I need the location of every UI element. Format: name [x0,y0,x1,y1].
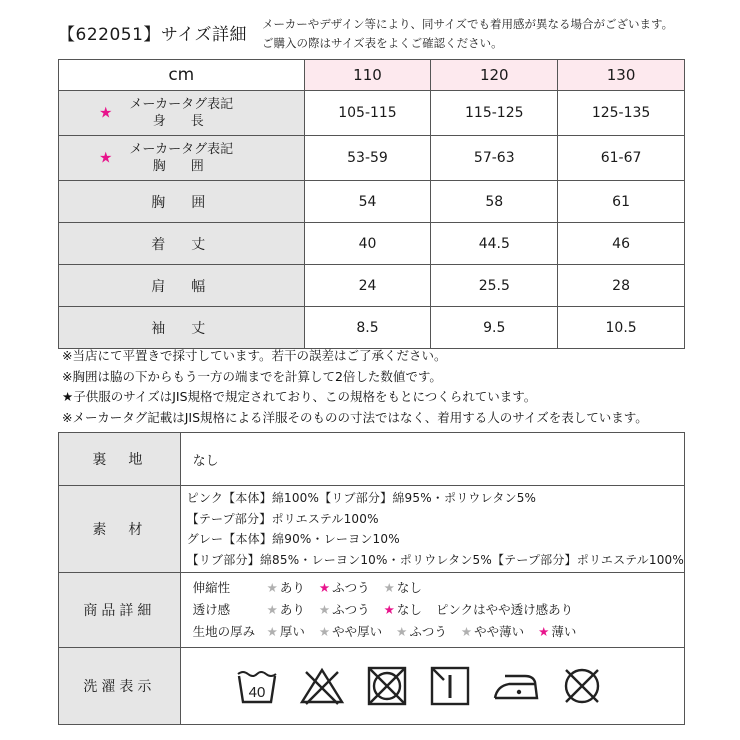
cell-value: 8.5 [304,307,431,349]
row-label-lining: 裏 地 [59,433,181,486]
star-icon: ★ [99,103,113,122]
note-line: ※当店にて平置きで採寸しています。若干の誤差はご了承ください。 [62,348,447,363]
option-label: なし [396,602,422,617]
page-title: 【622051】サイズ詳細 [58,25,248,45]
row-label-tag-height [59,91,305,136]
table-row [59,648,685,725]
cell-value: 28 [558,265,685,307]
iron-low-icon [491,664,541,708]
tag-label: メーカータグ表記 [129,97,234,112]
size-header-120: 120 [431,60,558,91]
option-item [384,580,422,595]
svg-text:40: 40 [248,684,265,701]
wash-40-icon [235,664,279,708]
size-table [58,59,685,349]
cell-value: 24 [304,265,431,307]
option-label: あり [279,580,305,595]
option-item [319,624,382,639]
cell-value: 25.5 [431,265,558,307]
detail-table [58,432,685,725]
star-icon: ★ [318,602,331,617]
no-dry-clean-icon [560,664,604,708]
size-header-130: 130 [558,60,685,91]
row-label: 着 丈 [59,223,305,265]
no-bleach-icon [298,664,346,708]
star-icon: ★ [383,580,395,595]
option-label: 薄い [551,624,577,639]
row-label-material: 素 材 [59,486,181,573]
cell-value: 40 [304,223,431,265]
option-item [319,602,370,617]
material-value [180,486,684,573]
material-line: 【テープ部分】ポリエステル100% [186,511,379,526]
material-line: 【リブ部分】綿85%・レーヨン10%・ポリウレタン5%【テープ部分】ポリエステル100% [186,552,684,567]
line-dry-shade-icon [428,664,472,708]
option-label: 厚い [279,624,305,639]
star-icon: ★ [460,624,473,639]
cell-value: 44.5 [431,223,558,265]
material-line: グレー【本体】綿90%・レーヨン10% [186,532,400,546]
option-extra-note: ピンクはやや透け感あり [435,602,574,617]
wash-icons [180,648,684,725]
table-row [59,486,685,573]
option-item [396,624,447,639]
row-label: 身 長 [152,114,210,129]
star-icon: ★ [383,602,395,617]
option-label: ふつう [332,602,370,617]
cell-value: 105-115 [304,91,431,136]
star-icon: ★ [396,624,408,639]
header-note-line: ご購入の際はサイズ表をよくご確認ください。 [262,36,503,50]
product-detail-name: 透け感 [192,602,231,617]
option-label: やや薄い [474,624,525,639]
header-note-line: メーカーやデザイン等により、同サイズでも着用感が異なる場合がございます。 [262,17,674,31]
table-row [59,91,685,136]
product-detail-options [267,622,684,642]
option-label: なし [396,580,422,595]
product-detail-options [267,578,684,598]
cell-value: 115-125 [431,91,558,136]
lining-value: なし [180,433,684,486]
cell-value: 10.5 [558,307,685,349]
cell-value: 9.5 [431,307,558,349]
cell-value: 125-135 [558,91,685,136]
note-line: ※メーカータグ記載はJIS規格による洋服そのものの寸法ではなく、着用する人のサイズを表しています。 [62,409,648,425]
no-tumble-dry-icon [365,664,409,708]
unit-cell: cm [59,60,305,91]
note-line: ※胸囲は脇の下からもう一方の端までを計算して2倍した数値です。 [62,368,442,384]
option-item [267,624,305,639]
cell-value: 61 [558,181,685,223]
row-label-tag-chest [59,136,305,181]
material-line: ピンク【本体】綿100%【リブ部分】綿95%・ポリウレタン5% [186,491,537,505]
size-header-110: 110 [304,60,431,91]
option-label: あり [279,602,305,617]
star-icon: ★ [99,148,113,167]
table-row [59,307,685,349]
table-row [59,181,685,223]
option-label: やや厚い [332,624,383,639]
star-icon: ★ [538,624,550,639]
product-details [180,573,684,648]
option-label: ふつう [332,580,370,595]
star-icon: ★ [266,602,278,617]
option-item [319,580,370,595]
star-icon: ★ [318,580,331,595]
cell-value: 61-67 [558,136,685,181]
table-row [59,433,685,486]
row-label: 胸 囲 [59,181,305,223]
option-label: ふつう [409,624,447,639]
option-item [267,580,305,595]
cell-value: 54 [304,181,431,223]
option-item [384,602,422,617]
product-detail-options [267,600,684,620]
star-icon: ★ [318,624,331,639]
product-detail-name: 生地の厚み [192,624,256,639]
option-item [538,624,576,639]
product-detail-name: 伸縮性 [192,580,231,595]
product-detail-grid [187,578,684,642]
header-note [262,15,673,53]
option-item [461,624,524,639]
cell-value: 57-63 [431,136,558,181]
row-label-product: 商品詳細 [59,573,181,648]
table-row [59,136,685,181]
note-line: ★子供服のサイズはJIS規格で規定されており、この規格をもとにつくられています。 [62,389,537,404]
row-label: 袖 丈 [59,307,305,349]
table-row [59,223,685,265]
table-row [59,265,685,307]
table-row [59,573,685,648]
notes [62,346,648,428]
cell-value: 53-59 [304,136,431,181]
size-header-row [59,60,685,91]
cell-value: 46 [558,223,685,265]
star-icon: ★ [266,624,278,639]
row-label: 肩 幅 [59,265,305,307]
row-label-wash: 洗濯表示 [59,648,181,725]
cell-value: 58 [431,181,558,223]
option-item [267,602,305,617]
tag-label: メーカータグ表記 [129,142,234,157]
star-icon: ★ [266,580,278,595]
row-label: 胸 囲 [152,159,210,174]
